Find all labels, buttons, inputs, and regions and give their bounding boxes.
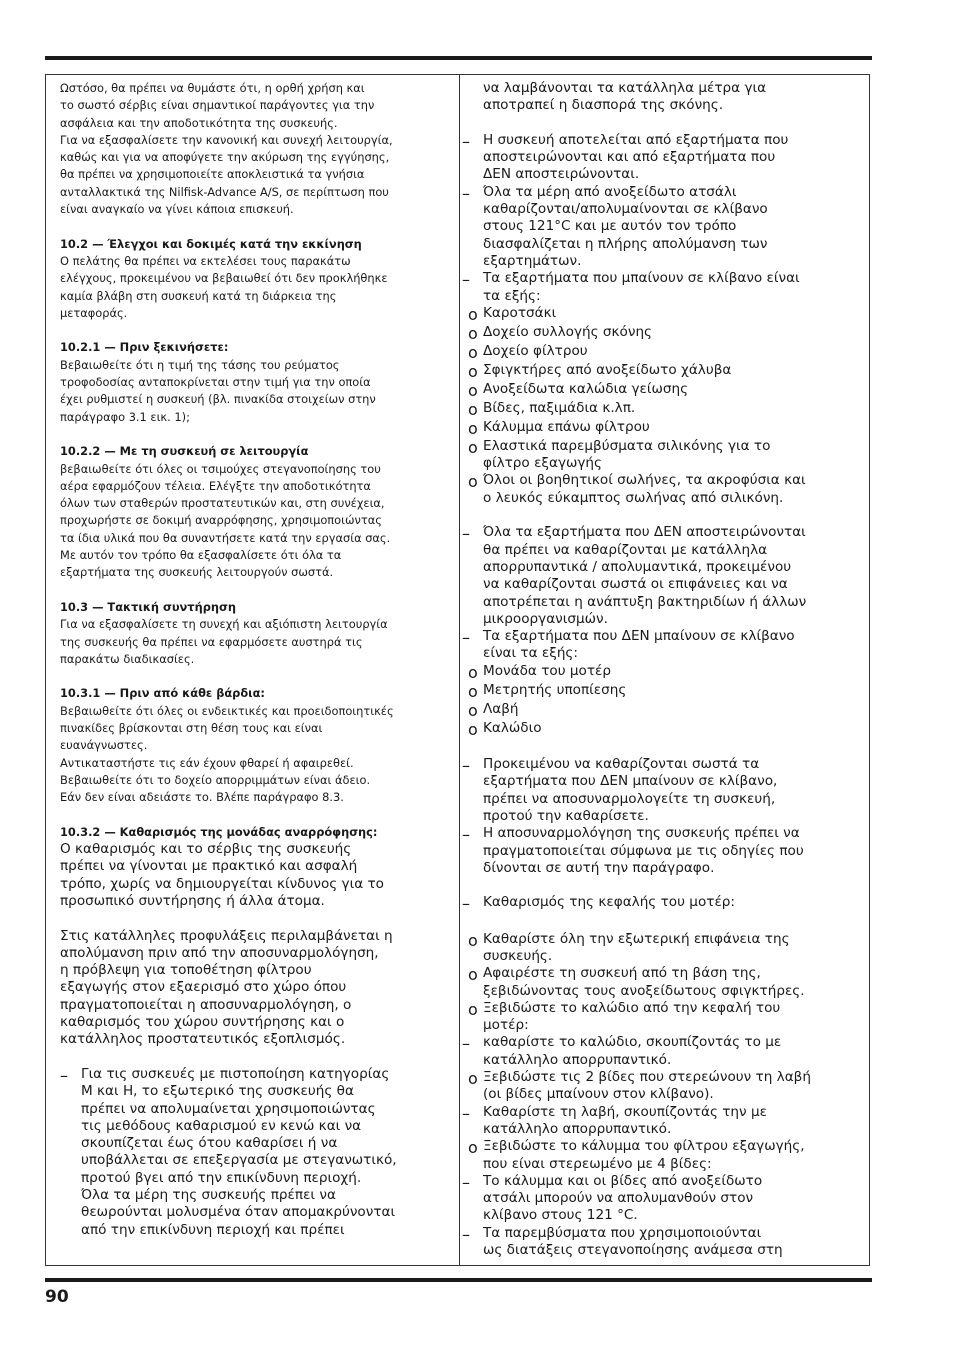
bullet-marker: o — [468, 1138, 478, 1158]
text-line: Ξεβιδώστε τις 2 βίδες που στερεώνουν τη λαβή — [483, 1069, 811, 1086]
text-line: τα εξής: — [483, 287, 541, 304]
text-line: το σωστό σέρβις είναι σημαντικοί παράγοντες για την — [60, 98, 375, 113]
dash-marker: – — [462, 825, 470, 845]
dash-marker: – — [462, 524, 470, 544]
text-line: που είναι στερεωμένο με 4 βίδες: — [483, 1155, 712, 1172]
dash-marker: – — [462, 131, 470, 151]
dash-marker: – — [462, 894, 470, 914]
section-10-3 — [60, 599, 448, 668]
text-line: εξαρτημάτων. — [483, 252, 582, 269]
bullet-marker: o — [468, 361, 478, 381]
bullet-list-item — [462, 1069, 862, 1104]
text-line: ως διατάξεις στεγανοποίησης ανάμεσα στη — [483, 1242, 783, 1259]
section-heading: 10.2 — Έλεγχοι και δοκιμές κατά την εκκίνηση — [60, 236, 362, 251]
bullet-list-item — [462, 381, 862, 400]
text-line: Βεβαιωθείτε ότι η τιμή της τάσης του ρεύματος — [60, 357, 340, 372]
spacer — [462, 507, 862, 524]
dash-list-item — [60, 1066, 448, 1239]
section-heading: 10.3.1 — Πριν από κάθε βάρδια: — [60, 686, 265, 701]
bullet-list-item — [462, 343, 862, 362]
bullet-list-item — [462, 1138, 862, 1173]
text-line: Καροτσάκι — [483, 304, 557, 321]
text-line: M και H, το εξωτερικό της συσκευής θα — [81, 1083, 354, 1100]
text-line: Βίδες, παξιμάδια κ.λπ. — [483, 399, 636, 416]
dash-marker: – — [462, 1224, 470, 1244]
text-line: στους 121°C και με αυτόν τον τρόπο — [483, 218, 737, 235]
text-line: κατάλληλο απορρυπαντικό. — [483, 1120, 672, 1137]
bullet-marker: o — [468, 681, 478, 701]
continuation-text — [462, 80, 862, 115]
bullet-list-item — [462, 419, 862, 438]
section-10-3-2-para1 — [60, 841, 448, 910]
text-line: προσωπικό συντήρησης ή άλλα άτομα. — [60, 892, 325, 909]
text-line: εξαγωγής στον εξαερισμό στο χώρο όπου — [60, 979, 347, 996]
text-line: Δοχείο φίλτρου — [483, 342, 588, 359]
bullet-marker: o — [468, 930, 478, 950]
dash-marker: – — [462, 1034, 470, 1054]
text-line: απολύμανση πριν από την αποσυναρμολόγηση, — [60, 944, 379, 961]
text-line: Τα εξαρτήματα που ΔΕΝ μπαίνουν σε κλίβανο — [483, 628, 795, 645]
text-line: θα πρέπει να χρησιμοποιείτε αποκλειστικά τα γνήσια — [60, 167, 365, 182]
text-line: συσκευής. — [483, 947, 553, 964]
text-line: Για να εξασφαλίσετε τη συνεχή και αξιόπιστη λειτουργία — [60, 617, 388, 632]
text-line: Καθαρίστε όλη την εξωτερική επιφάνεια της — [483, 930, 790, 947]
dash-list-item — [462, 1104, 862, 1139]
text-line: Καλώδιο — [483, 719, 542, 736]
text-line: καθαρίστε το καλώδιο, σκουπίζοντάς το με — [483, 1034, 782, 1051]
section-10-2-1 — [60, 339, 448, 425]
section-heading: 10.2.2 — Με τη συσκευή σε λειτουργία — [60, 444, 309, 459]
text-line: αέρα εφαρμόζουν τέλεια. Ελέγξτε την αποδοτικότητα — [60, 478, 371, 493]
text-line: μεταφοράς. — [60, 305, 128, 320]
dash-list-item — [462, 894, 862, 913]
bullet-marker: o — [468, 662, 478, 682]
text-line: φίλτρο εξαγωγής — [483, 455, 603, 472]
text-line: καθαρισμός του χώρου συντήρησης και ο — [60, 1014, 345, 1031]
bullet-marker: o — [468, 304, 478, 324]
left-column — [60, 80, 448, 1239]
bullet-list-item — [462, 362, 862, 381]
text-line: καμία βλάβη στη συσκευή κατά τη διάρκεια της — [60, 288, 337, 303]
dash-marker: – — [462, 270, 470, 290]
text-line: βεβαιωθείτε ότι όλες οι τσιμούχες στεγανοποίησης του — [60, 461, 381, 476]
dash-list-item — [462, 184, 862, 270]
text-line: Με αυτόν τον τρόπο θα εξασφαλίσετε ότι όλα τα — [60, 548, 342, 563]
text-line: μοτέρ: — [483, 1017, 529, 1034]
text-line: Καθαρίστε τη λαβή, σκουπίζοντάς την με — [483, 1103, 767, 1120]
text-line: τρόπο, χωρίς να δημιουργείται κίνδυνος για το — [60, 875, 384, 892]
text-line: Προκειμένου να καθαρίζονται σωστά τα — [483, 756, 760, 773]
text-line: παρακάτω διαδικασίες. — [60, 651, 195, 666]
spacer — [462, 115, 862, 132]
text-line: προτού την καθαρίσετε. — [483, 807, 649, 824]
text-line: Η συσκευή αποτελείται από εξαρτήματα που — [483, 131, 789, 148]
text-line: Η αποσυναρμολόγηση της συσκευής πρέπει να — [483, 825, 800, 842]
bullet-marker: o — [468, 719, 478, 739]
dash-list-item — [462, 524, 862, 628]
text-line: πρέπει να γίνονται με πρακτικό και ασφαλή — [60, 858, 358, 875]
text-line: θεωρούνται μολυσμένα όταν απομακρύνονται — [81, 1204, 396, 1221]
bullet-marker: o — [468, 1069, 478, 1089]
spacer — [462, 913, 862, 930]
dash-marker — [462, 80, 483, 115]
text-line: προχωρήστε σε δοκιμή αναρρόφησης, χρησιμοποιώντας — [60, 513, 382, 528]
section-10-2 — [60, 236, 448, 322]
bullet-list-item — [462, 682, 862, 701]
text-line: ΔΕΝ αποστειρώνονται. — [483, 166, 640, 183]
text-line: Αντικαταστήστε τις εάν έχουν φθαρεί ή αφαιρεθεί. — [60, 755, 354, 770]
bullet-list-item — [462, 1000, 862, 1035]
text-line: Αφαιρέστε τη συσκευή από τη βάση της, — [483, 965, 761, 982]
bullet-list-item — [462, 400, 862, 419]
text-line: Ξεβιδώστε το καλώδιο από την κεφαλή του — [483, 999, 781, 1016]
bullet-list-item — [462, 663, 862, 682]
text-line: της συσκευής θα πρέπει να εφαρμόσετε αυστηρά τις — [60, 634, 363, 649]
text-line: έχει ρυθμιστεί η συσκευή (βλ. πινακίδα στοιχείων στην — [60, 392, 376, 407]
text-line: αποτραπεί η διασπορά της σκόνης. — [483, 97, 724, 114]
dash-list-item — [462, 132, 862, 184]
text-line: Σφιγκτήρες από ανοξείδωτο χάλυβα — [483, 361, 732, 378]
text-line: δίνονται σε αυτή την παράγραφο. — [483, 859, 715, 876]
dash-marker: – — [462, 1103, 470, 1123]
text-line: πρέπει να αποσυναρμολογείτε τη συσκευή, — [483, 790, 776, 807]
text-line: ελέγχους, προκειμένου να βεβαιωθεί ότι δεν προκλήθηκε — [60, 271, 388, 286]
bullet-list-item — [462, 720, 862, 739]
top-rule — [45, 56, 872, 60]
bullet-list-item — [462, 965, 862, 1000]
text-line: Βεβαιωθείτε ότι όλες οι ενδεικτικές και προειδοποιητικές — [60, 703, 394, 718]
text-line: αποστειρώνονται και από εξαρτήματα που — [483, 149, 776, 166]
text-line: διασφαλίζεται η πλήρης απολύμανση των — [483, 235, 768, 252]
dash-marker: – — [60, 1065, 68, 1085]
text-line: κατάλληλος προστατευτικός εξοπλισμός. — [60, 1031, 346, 1048]
text-line: Το κάλυμμα και οι βίδες από ανοξείδωτο — [483, 1172, 763, 1189]
section-10-2-2 — [60, 443, 448, 581]
bottom-rule — [45, 1278, 872, 1282]
bullet-marker: o — [468, 700, 478, 720]
text-line: Τα παρεμβύσματα που χρησιμοποιούνται — [483, 1224, 762, 1241]
text-line: μικροοργανισμών. — [483, 610, 608, 627]
text-line: Για να εξασφαλίσετε την κανονική και συνεχή λειτουργία, — [60, 132, 393, 147]
dash-list-item — [462, 270, 862, 305]
text-line: σκουπίζεται έως ότου καθαρίσει ή να — [81, 1135, 338, 1152]
section-heading: 10.2.1 — Πριν ξεκινήσετε: — [60, 340, 229, 355]
text-line: (οι βίδες μπαίνουν στον κλίβανο). — [483, 1086, 714, 1103]
bullet-list-item — [462, 472, 862, 507]
bullet-marker: o — [468, 999, 478, 1019]
text-line: ατσάλι μπορούν να απολυμανθούν στον — [483, 1190, 754, 1207]
text-line: αποτρέπεται η ανάπτυξη βακτηριδίων ή άλλων — [483, 593, 807, 610]
intro-paragraph — [60, 80, 448, 218]
text-line: Τα εξαρτήματα που μπαίνουν σε κλίβανο είναι — [483, 270, 800, 287]
text-line: Λαβή — [483, 700, 519, 717]
text-line: τις μεθόδους καθαρισμού εν κενώ και να — [81, 1117, 362, 1134]
text-line: κλίβανο στους 121 °C. — [483, 1207, 638, 1224]
bullet-list-item — [462, 701, 862, 720]
text-line: ξεβιδώνοντας τους ανοξείδωτους σφιγκτήρες. — [483, 982, 805, 999]
text-line: Όλα τα μέρη από ανοξείδωτο ατσάλι — [483, 183, 737, 200]
spacer — [462, 739, 862, 756]
text-line: Όλα τα εξαρτήματα που ΔΕΝ αποστειρώνονται — [483, 524, 806, 541]
dash-marker: – — [462, 628, 470, 648]
dash-list-item — [462, 1034, 862, 1069]
dash-list-item — [462, 1225, 862, 1260]
bullet-marker: o — [468, 965, 478, 985]
dash-marker: – — [462, 183, 470, 203]
text-line: απορρυπαντικά / απολυμαντικά, προκειμένου — [483, 558, 792, 575]
text-line: Καθαρισμός της κεφαλής του μοτέρ: — [483, 894, 736, 911]
text-line: Ο πελάτης θα πρέπει να εκτελέσει τους παρακάτω — [60, 253, 351, 268]
text-line: Όλοι οι βοηθητικοί σωλήνες, τα ακροφύσια και — [483, 472, 806, 489]
text-line: Μονάδα του μοτέρ — [483, 662, 612, 679]
text-line: ασφάλεια και την αποδοτικότητα της συσκευής. — [60, 115, 338, 130]
text-line: όλων των σταθερών προστατευτικών και, στη συνέχεια, — [60, 496, 385, 511]
text-line: να καθαρίζονται σωστά οι επιφάνειες και να — [483, 576, 788, 593]
text-line: ανταλλακτικά της Nilfisk-Advance A/S, σε περίπτωση που — [60, 184, 389, 199]
section-heading: 10.3 — Τακτική συντήρηση — [60, 599, 236, 614]
bullet-marker: o — [468, 472, 478, 492]
text-line: Βεβαιωθείτε ότι το δοχείο απορριμμάτων είναι άδειο. — [60, 772, 371, 787]
text-line: Μετρητής υποπίεσης — [483, 681, 627, 698]
bullet-list-item — [462, 438, 862, 473]
bullet-marker: o — [468, 418, 478, 438]
text-line: ο λευκός εύκαμπτος σωλήνας από σιλικόνη. — [483, 489, 784, 506]
text-line: Ο καθαρισμός και το σέρβις της συσκευής — [60, 841, 352, 858]
text-line: να λαμβάνονται τα κατάλληλα μέτρα για — [483, 80, 767, 96]
text-line: υποβάλλεται σε επεξεργασία με στεγανωτικό, — [81, 1152, 397, 1169]
text-line: καθώς και για να αποφύγετε την ακύρωση της εγγύησης, — [60, 150, 390, 165]
text-line: είναι αναγκαίο να γίνει κάποια επισκευή. — [60, 202, 294, 217]
text-line: Κάλυμμα επάνω φίλτρου — [483, 418, 650, 435]
text-line: Ελαστικά παρεμβύσματα σιλικόνης για το — [483, 437, 771, 454]
bullet-marker: o — [468, 323, 478, 343]
bullet-list-item — [462, 324, 862, 343]
bullet-list-item — [462, 931, 862, 966]
dash-marker: – — [462, 756, 470, 776]
text-line: Ξεβιδώστε το κάλυμμα του φίλτρου εξαγωγής, — [483, 1138, 805, 1155]
text-line: θα πρέπει να καθαρίζονται με κατάλληλα — [483, 541, 768, 558]
dash-list-item — [462, 1173, 862, 1225]
bullet-marker: o — [468, 399, 478, 419]
bullet-list-item — [462, 305, 862, 324]
text-line: Δοχείο συλλογής σκόνης — [483, 323, 653, 340]
text-line: πινακίδες βρίσκονται στη θέση τους και είναι — [60, 720, 323, 735]
small-text-block — [60, 80, 448, 841]
text-line: είναι τα εξής: — [483, 645, 578, 662]
dash-list-item — [462, 756, 862, 825]
section-heading: 10.3.2 — Καθαρισμός της μονάδας αναρρόφησης: — [60, 824, 378, 839]
large-text-block — [60, 841, 448, 1239]
text-line: προτού βγει από την επικίνδυνη περιοχή. — [81, 1169, 362, 1186]
text-line: τα ίδια υλικά που θα συναντήσετε κατά την εργασία σας. — [60, 530, 391, 545]
text-line: Όλα τα μέρη της συσκευής πρέπει να — [81, 1187, 336, 1203]
bullet-marker: o — [468, 380, 478, 400]
bullet-marker: o — [468, 437, 478, 457]
text-line: κατάλληλο απορρυπαντικό. — [483, 1051, 672, 1068]
dash-list-item — [462, 628, 862, 663]
spacer — [462, 877, 862, 894]
text-line: Ανοξείδωτα καλώδια γείωσης — [483, 380, 689, 397]
text-line: πρέπει να απολυμαίνεται χρησιμοποιώντας — [81, 1100, 376, 1117]
text-line: Στις κατάλληλες προφυλάξεις περιλαμβάνεται η — [60, 927, 393, 944]
text-line: πραγματοποιείται η αποσυναρμολόγηση, ο — [60, 996, 352, 1013]
dash-marker: – — [462, 1172, 470, 1192]
column-divider — [459, 74, 460, 1266]
dash-list-item — [462, 825, 862, 877]
text-line: καθαρίζονται/απολυμαίνονται σε κλίβανο — [483, 201, 768, 218]
text-line: εξαρτήματα που ΔΕΝ μπαίνουν σε κλίβανο, — [483, 773, 778, 790]
section-10-3-2-para2 — [60, 928, 448, 1049]
page-number: 90 — [45, 1287, 69, 1307]
text-line: Για τις συσκευές με πιστοποίηση κατηγορίας — [81, 1065, 390, 1082]
text-line: ευανάγνωστες. — [60, 738, 148, 753]
text-line: εξαρτήματα της συσκευής λειτουργούν σωστά. — [60, 565, 334, 580]
text-line: η πρόβλεψη για τοποθέτηση φίλτρου — [60, 962, 312, 979]
text-line: παράγραφο 3.1 εικ. 1); — [60, 409, 190, 424]
section-10-3-1 — [60, 685, 448, 806]
text-line: από την επικίνδυνη περιοχή και πρέπει — [81, 1221, 345, 1238]
bullet-marker: o — [468, 342, 478, 362]
right-column — [462, 80, 862, 1259]
text-line: Ωστόσο, θα πρέπει να θυμάστε ότι, η ορθή χρήση και — [60, 81, 365, 95]
text-line: πραγματοποιείται σύμφωνα με τις οδηγίες που — [483, 842, 804, 859]
text-line: τροφοδοσίας ανταποκρίνεται στην τιμή για την οποία — [60, 375, 371, 390]
text-line: Εάν δεν είναι αδειάστε το. Βλέπε παράγραφο 8.3. — [60, 790, 344, 805]
